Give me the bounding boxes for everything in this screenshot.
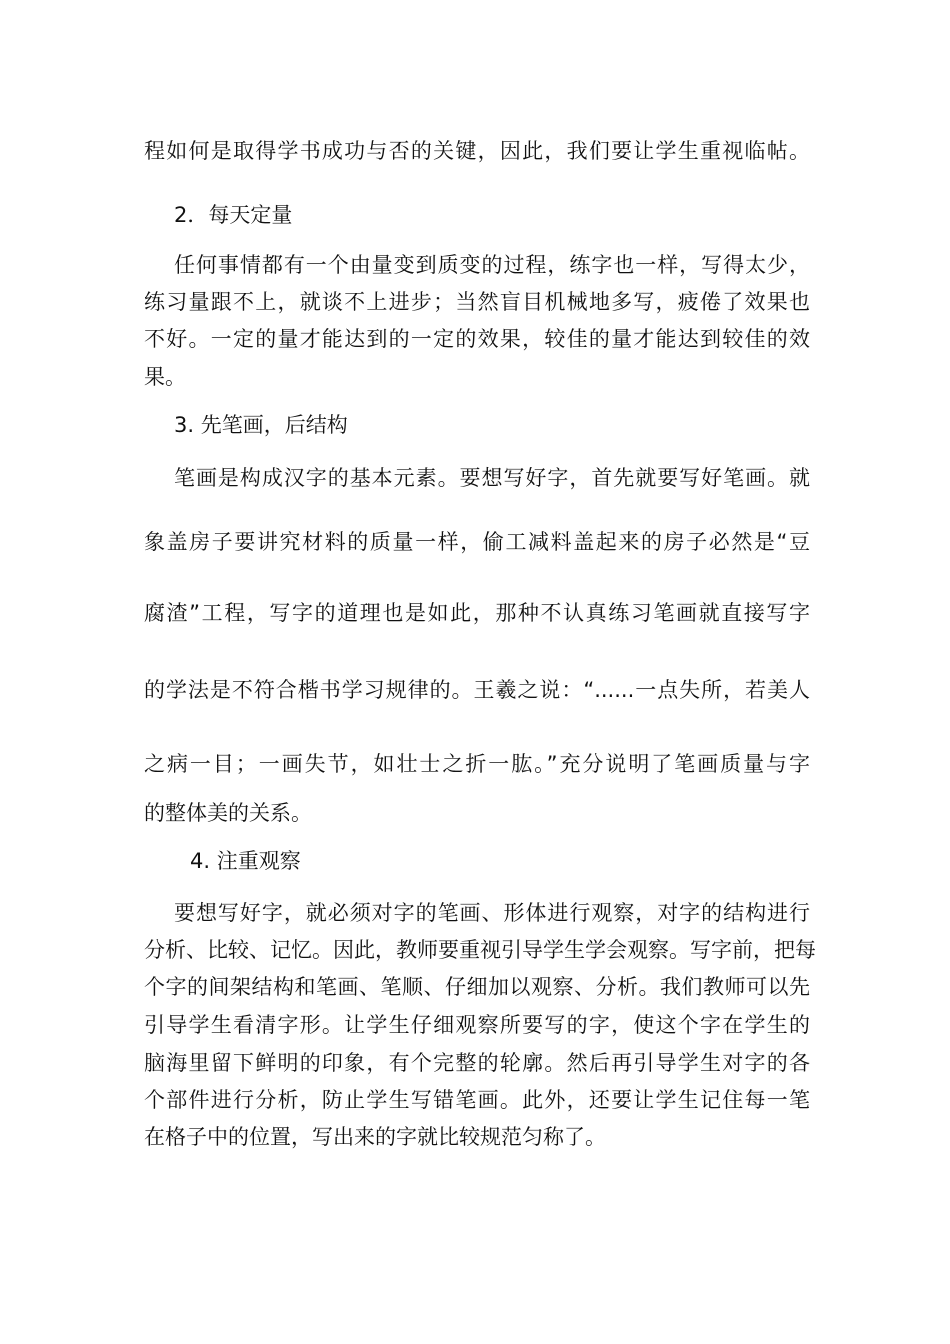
section-3-line-5: 之病一目；一画失节，如壮士之折一肱。”充分说明了笔画质量与字: [144, 752, 810, 776]
section-3-line-2: 象盖房子要讲究材料的质量一样，偷工减料盖起来的房子必然是“豆: [144, 530, 810, 554]
section-3-line-1: 笔画是构成汉字的基本元素。要想写好字，首先就要写好笔画。就: [174, 466, 810, 490]
section-3-line-6: 的整体美的关系。: [144, 801, 312, 825]
section-2-heading: 2．每天定量: [174, 203, 293, 227]
section-4-line-1: 要想写好字，就必须对字的笔画、形体进行观察，对字的结构进行: [174, 901, 810, 925]
section-4-line-2: 分析、比较、记忆。因此，教师要重视引导学生学会观察。写字前，把每: [144, 938, 816, 962]
section-2-line-2: 练习量跟不上，就谈不上进步；当然盲目机械地多写，疲倦了效果也: [144, 290, 810, 314]
section-4-line-7: 在格子中的位置，写出来的字就比较规范匀称了。: [144, 1125, 606, 1149]
section-3-heading: 3. 先笔画，后结构: [174, 413, 348, 437]
section-4-line-3: 个字的间架结构和笔画、笔顺、仔细加以观察、分析。我们教师可以先: [144, 975, 810, 999]
intro-line-1: 程如何是取得学书成功与否的关键，因此，我们要让学生重视临帖。: [144, 139, 810, 163]
section-2-line-4: 果。: [144, 365, 186, 389]
section-4-line-6: 个部件进行分析，防止学生写错笔画。此外，还要让学生记住每一笔: [144, 1088, 810, 1112]
section-2-line-3: 不好。一定的量才能达到的一定的效果，较佳的量才能达到较佳的效: [144, 327, 810, 351]
section-3-line-4: 的学法是不符合楷书学习规律的。王羲之说：“......一点失所，若美人: [144, 678, 810, 702]
section-4-heading: 4. 注重观察: [190, 849, 301, 873]
section-3-line-3: 腐渣”工程，写字的道理也是如此，那种不认真练习笔画就直接写字: [144, 601, 810, 625]
section-2-line-1: 任何事情都有一个由量变到质变的过程，练字也一样，写得太少，: [174, 253, 810, 277]
section-4-line-4: 引导学生看清字形。让学生仔细观察所要写的字，使这个字在学生的: [144, 1013, 810, 1037]
section-4-line-5: 脑海里留下鲜明的印象，有个完整的轮廓。然后再引导学生对字的各: [144, 1051, 810, 1075]
